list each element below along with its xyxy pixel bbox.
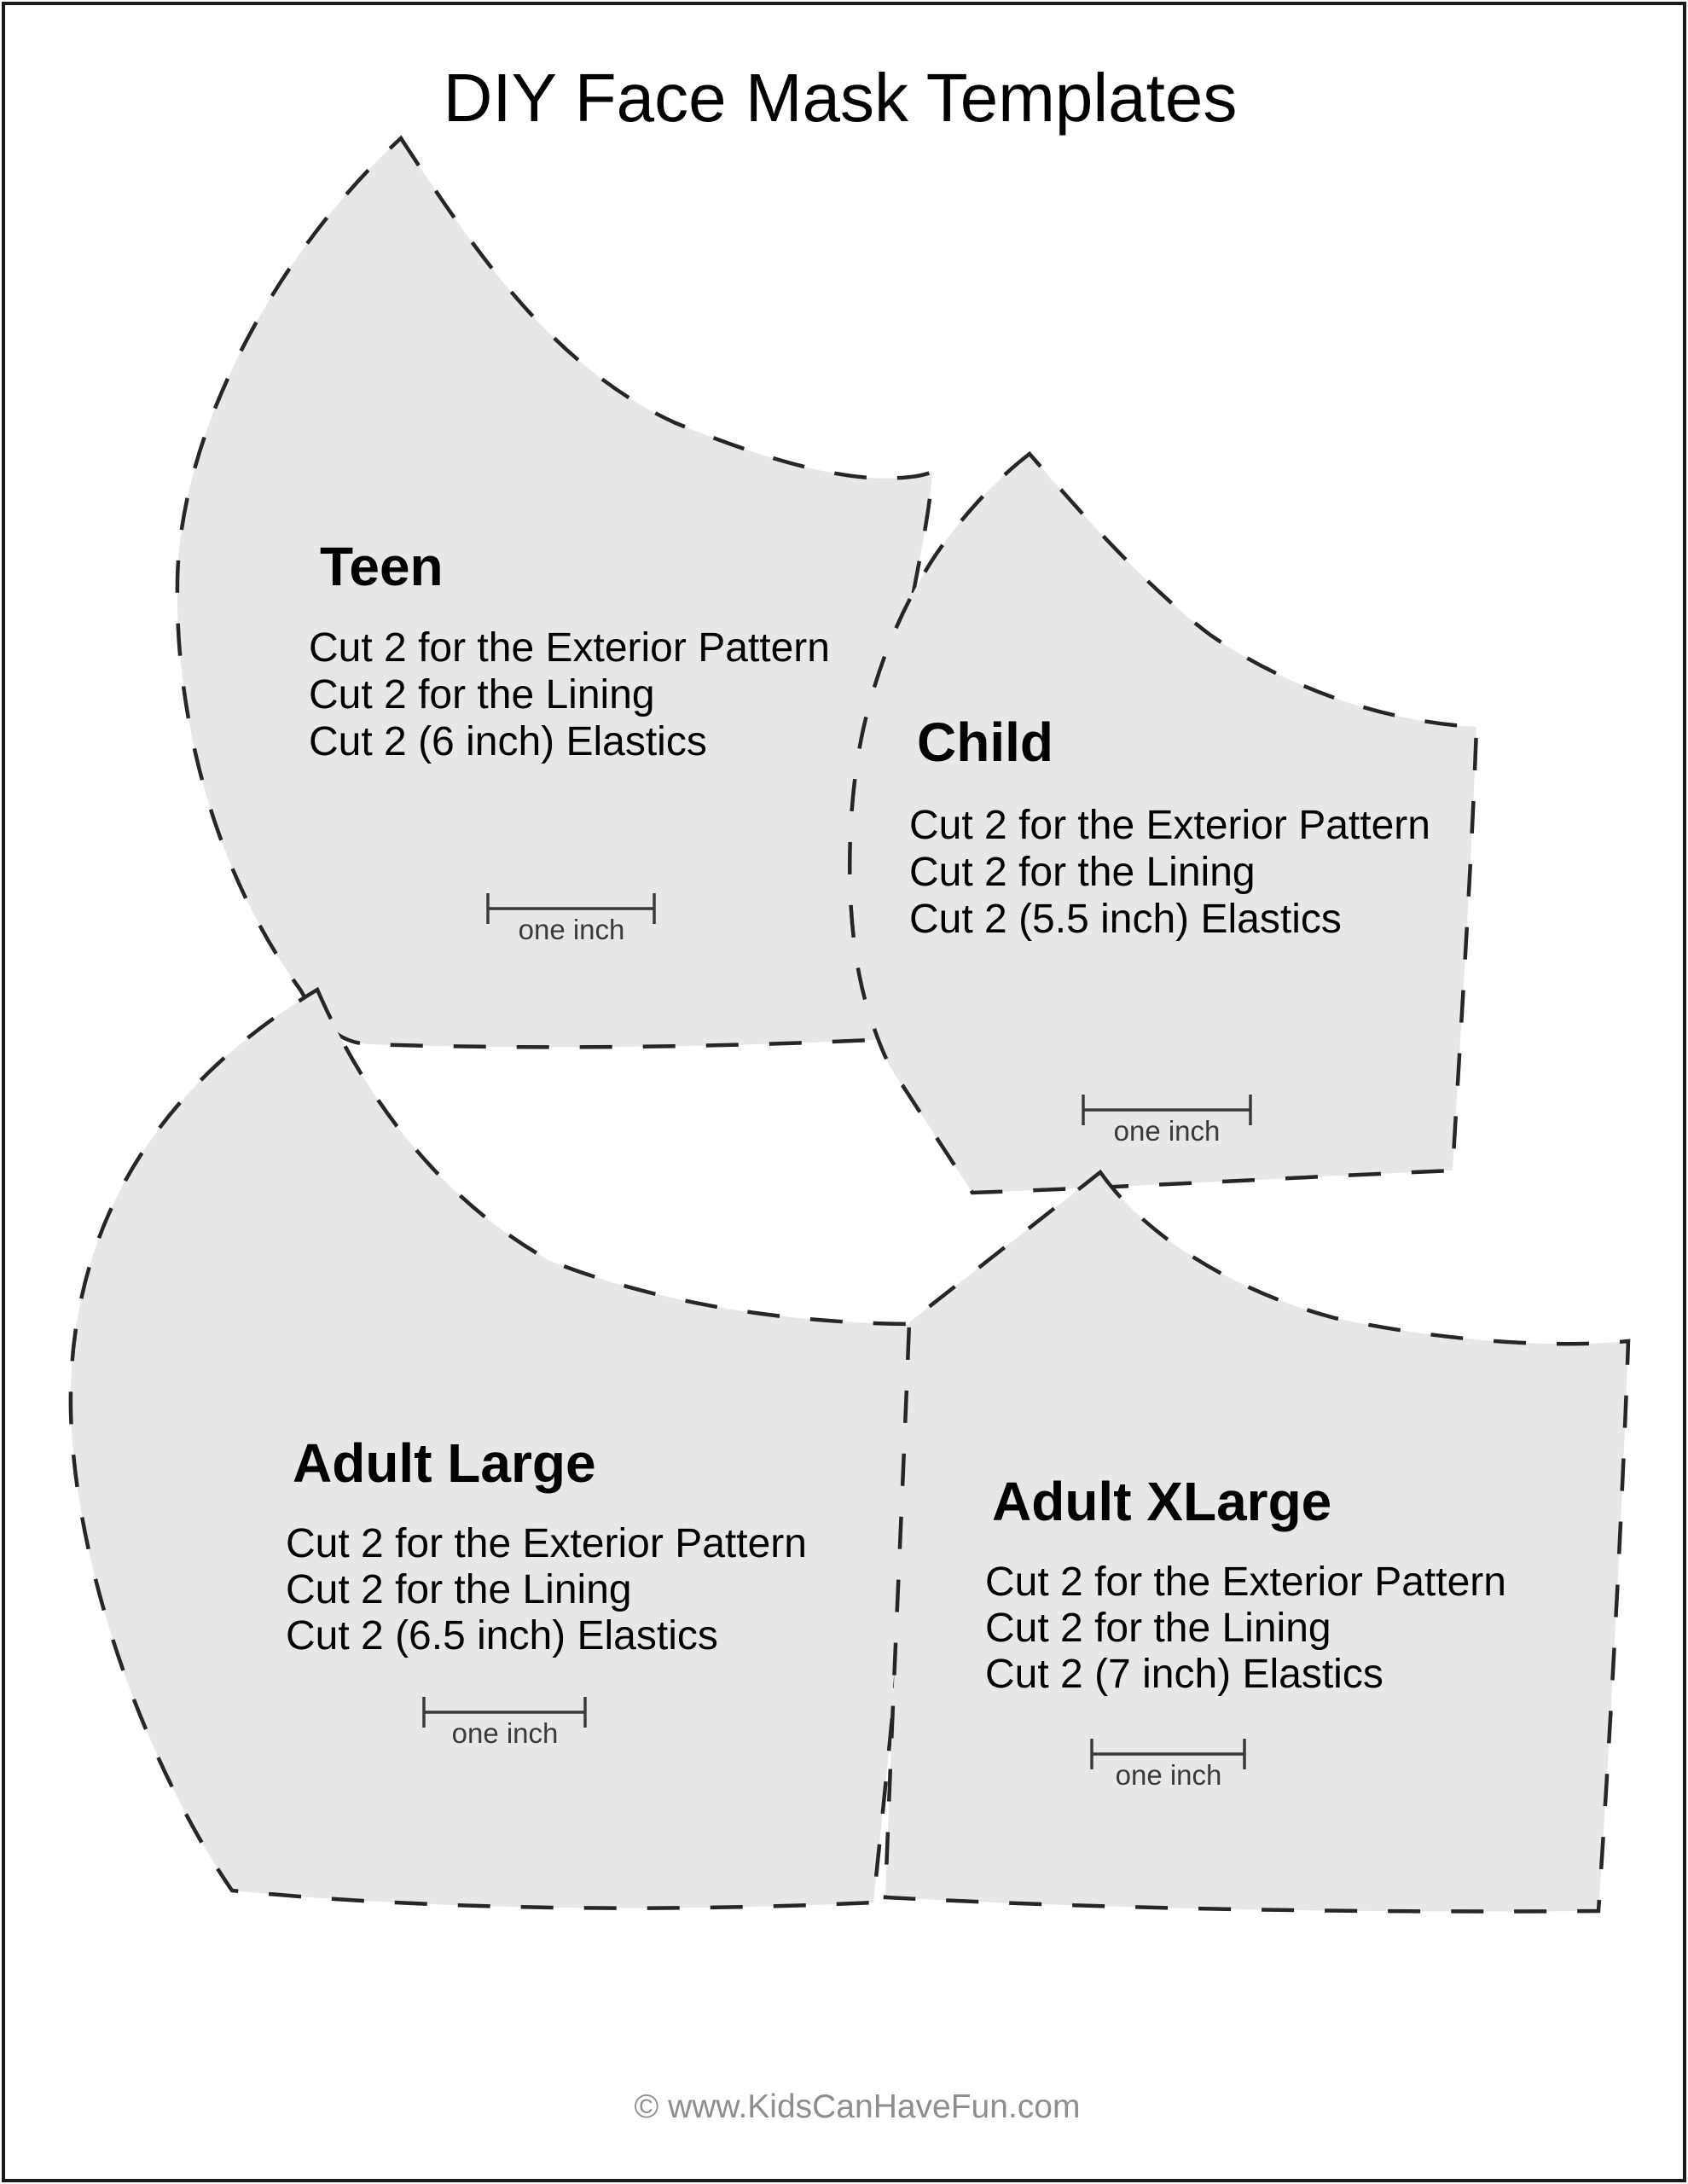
adult-large-instruction-line: Cut 2 for the Lining xyxy=(286,1567,632,1612)
child-template-name: Child xyxy=(917,712,1053,773)
adult-xlarge-template-shape xyxy=(885,1172,1628,1911)
scale-bar-label: one inch xyxy=(1113,1115,1221,1147)
adult-large-instruction-line: Cut 2 for the Exterior Pattern xyxy=(286,1521,807,1566)
adult-large-instruction-line: Cut 2 (6.5 inch) Elastics xyxy=(286,1613,718,1658)
teen-instruction-line: Cut 2 for the Lining xyxy=(309,672,655,717)
child-instruction-line: Cut 2 for the Exterior Pattern xyxy=(909,803,1430,848)
adult-large-template xyxy=(71,990,919,1908)
teen-template xyxy=(177,138,932,1047)
teen-instruction-line: Cut 2 for the Exterior Pattern xyxy=(309,625,830,671)
teen-template-name: Teen xyxy=(320,536,444,597)
scale-bar-label: one inch xyxy=(1115,1759,1222,1791)
child-instruction-line: Cut 2 (5.5 inch) Elastics xyxy=(909,897,1342,942)
footer-credit: © www.KidsCanHaveFun.com xyxy=(634,2088,1081,2125)
adult-xlarge-instruction-line: Cut 2 for the Exterior Pattern xyxy=(985,1560,1506,1605)
page-title: DIY Face Mask Templates xyxy=(443,60,1238,136)
adult-xlarge-instruction-line: Cut 2 for the Lining xyxy=(985,1606,1331,1651)
teen-instruction-line: Cut 2 (6 inch) Elastics xyxy=(309,719,707,764)
adult-xlarge-instruction-line: Cut 2 (7 inch) Elastics xyxy=(985,1652,1383,1697)
scale-bar-label: one inch xyxy=(451,1717,559,1749)
scale-bar-label: one inch xyxy=(518,914,625,945)
adult-large-template-name: Adult Large xyxy=(293,1432,596,1494)
adult-xlarge-template xyxy=(885,1172,1628,1911)
child-template xyxy=(850,454,1476,1193)
adult-xlarge-template-name: Adult XLarge xyxy=(992,1471,1332,1532)
teen-template-shape xyxy=(177,138,932,1047)
child-instruction-line: Cut 2 for the Lining xyxy=(909,850,1256,895)
